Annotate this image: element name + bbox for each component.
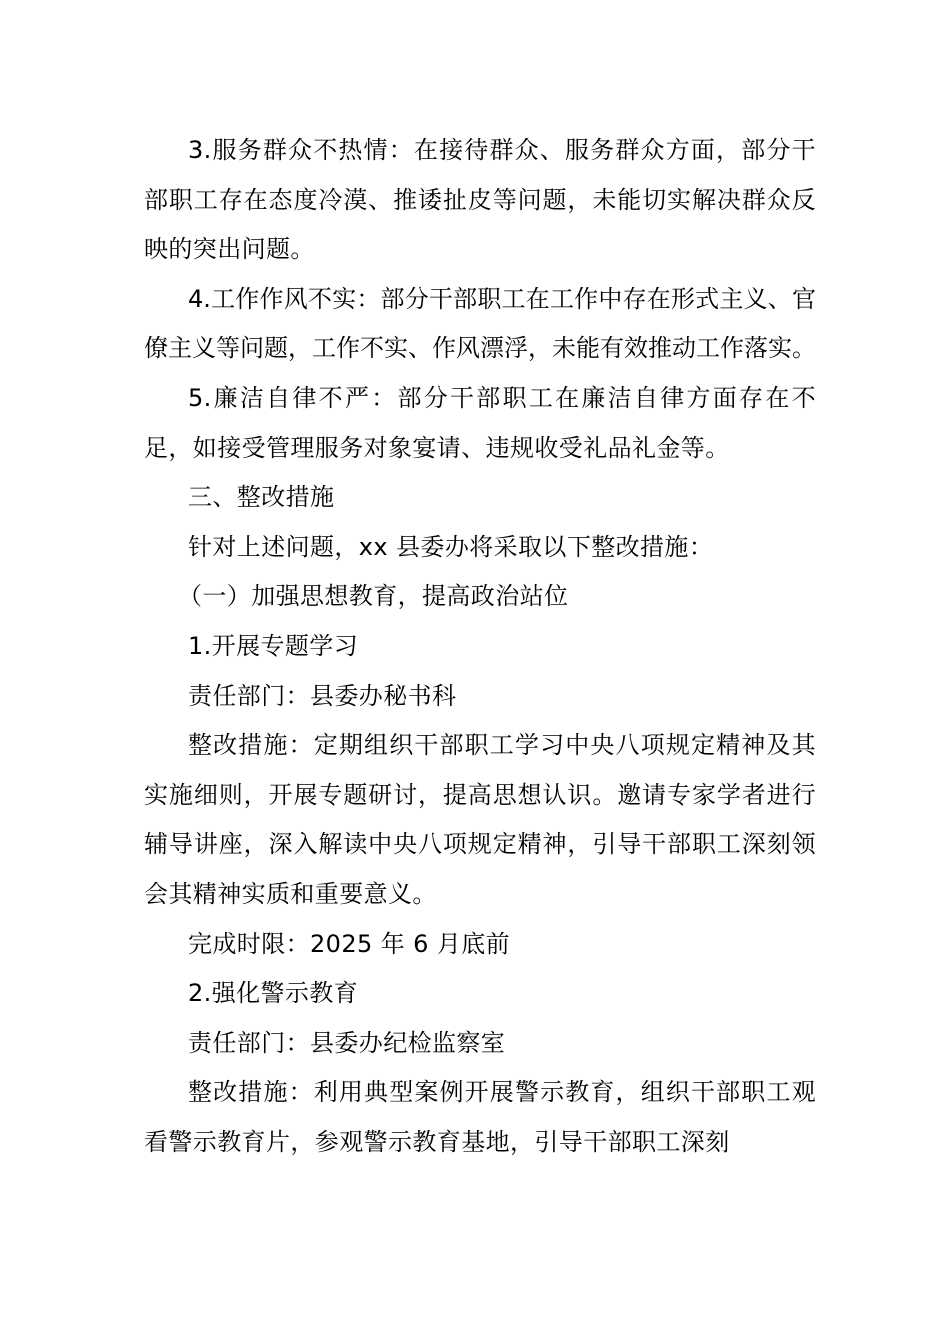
paragraph-issue-3: 3.服务群众不热情：在接待群众、服务群众方面，部分干部职工存在态度冷漠、推诿扯皮等问题，未能切实解决群众反映的突出问题。 <box>144 136 816 264</box>
item-heading-warning: 2.强化警示教育 <box>188 979 359 1008</box>
measures-1: 整改措施：定期组织干部职工学习中央八项规定精神及其实施细则，开展专题研讨，提高思想认识。邀请专家学者进行辅导讲座，深入解读中央八项规定精神，引导干部职工深刻领会其精神实质和重要意义。 <box>144 731 816 908</box>
document-body <box>144 126 816 1167</box>
deadline-1: 完成时限：2025 年 6 月底前 <box>188 929 511 958</box>
measures-2: 整改措施：利用典型案例开展警示教育，组织干部职工观看警示教育片，参观警示教育基地，引导干部职工深刻 <box>144 1078 816 1156</box>
paragraph-issue-4: 4.工作作风不实：部分干部职工在工作中存在形式主义、官僚主义等问题，工作不实、作风漂浮，未能有效推动工作落实。 <box>144 284 816 363</box>
responsible-dept-2: 责任部门：县委办纪检监察室 <box>188 1028 506 1057</box>
item-heading-study: 1.开展专题学习 <box>188 631 359 660</box>
paragraph-intro: 针对上述问题，xx 县委办将采取以下整改措施： <box>188 532 714 561</box>
subsection-heading-education: （一）加强思想教育，提高政治站位 <box>178 582 569 611</box>
responsible-dept-1: 责任部门：县委办秘书科 <box>188 681 457 710</box>
section-heading-rectification: 三、整改措施 <box>188 483 335 512</box>
paragraph-issue-5: 5.廉洁自律不严：部分干部职工在廉洁自律方面存在不足，如接受管理服务对象宴请、违规收受礼品礼金等。 <box>144 383 816 462</box>
